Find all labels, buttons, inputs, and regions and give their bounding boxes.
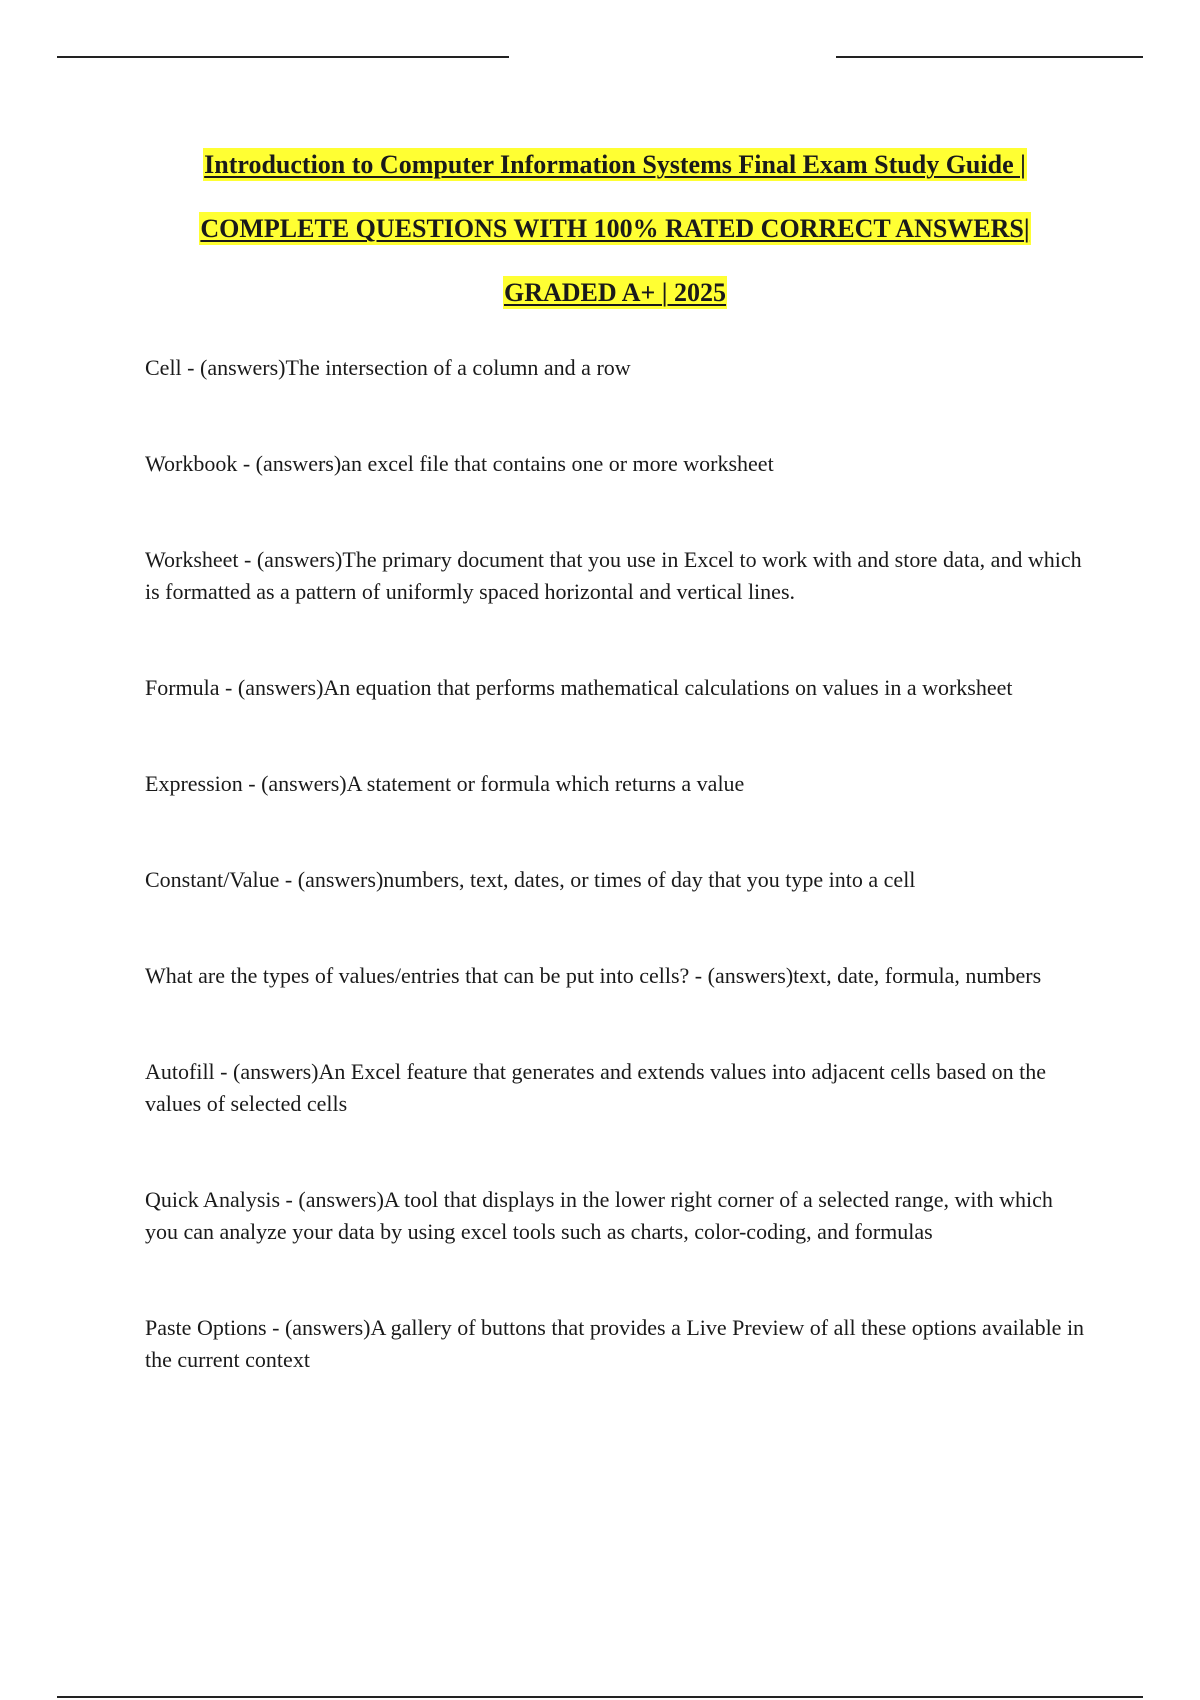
title-line-3 — [60, 266, 1170, 330]
title-line-1-text: Introduction to Computer Information Systems Final Exam Study Guide | — [204, 150, 1026, 179]
glossary-entry-autofill: Autofill - (answers)An Excel feature that generates and extends values into adjacent cells based on the values of selected cells — [145, 1059, 1047, 1116]
footer-rule — [57, 1696, 1143, 1698]
header-rule-left — [57, 56, 509, 58]
glossary-entry-worksheet: Worksheet - (answers)The primary document that you use in Excel to work with and store data, and which is formatted as a pattern of uniformly spaced horizontal and vertical lines. — [145, 547, 1082, 604]
glossary-entries — [145, 352, 1090, 1440]
glossary-entry-workbook: Workbook - (answers)an excel file that contains one or more worksheet — [145, 451, 774, 476]
glossary-entry-cell: Cell - (answers)The intersection of a column and a row — [145, 355, 631, 380]
title-line-2-text: COMPLETE QUESTIONS WITH 100% RATED CORRECT ANSWERS| — [200, 214, 1030, 243]
glossary-entry-constant-value: Constant/Value - (answers)numbers, text, dates, or times of day that you type into a cell — [145, 867, 916, 892]
glossary-entry-quick-analysis: Quick Analysis - (answers)A tool that displays in the lower right corner of a selected range, with which you can analyze your data by using excel tools such as charts, color-coding, and formulas — [145, 1187, 1053, 1244]
header-rule-right — [836, 56, 1143, 58]
title-line-2 — [60, 202, 1170, 266]
document-title — [60, 138, 1170, 330]
glossary-entry-formula: Formula - (answers)An equation that performs mathematical calculations on values in a worksheet — [145, 675, 1013, 700]
title-line-1 — [60, 138, 1170, 202]
glossary-entry-paste-options: Paste Options - (answers)A gallery of buttons that provides a Live Preview of all these options available in the current context — [145, 1315, 1085, 1372]
glossary-entry-value-types: What are the types of values/entries that can be put into cells? - (answers)text, date, formula, numbers — [145, 963, 1042, 988]
glossary-entry-expression: Expression - (answers)A statement or formula which returns a value — [145, 771, 745, 796]
title-line-3-text: GRADED A+ | 2025 — [503, 278, 727, 307]
